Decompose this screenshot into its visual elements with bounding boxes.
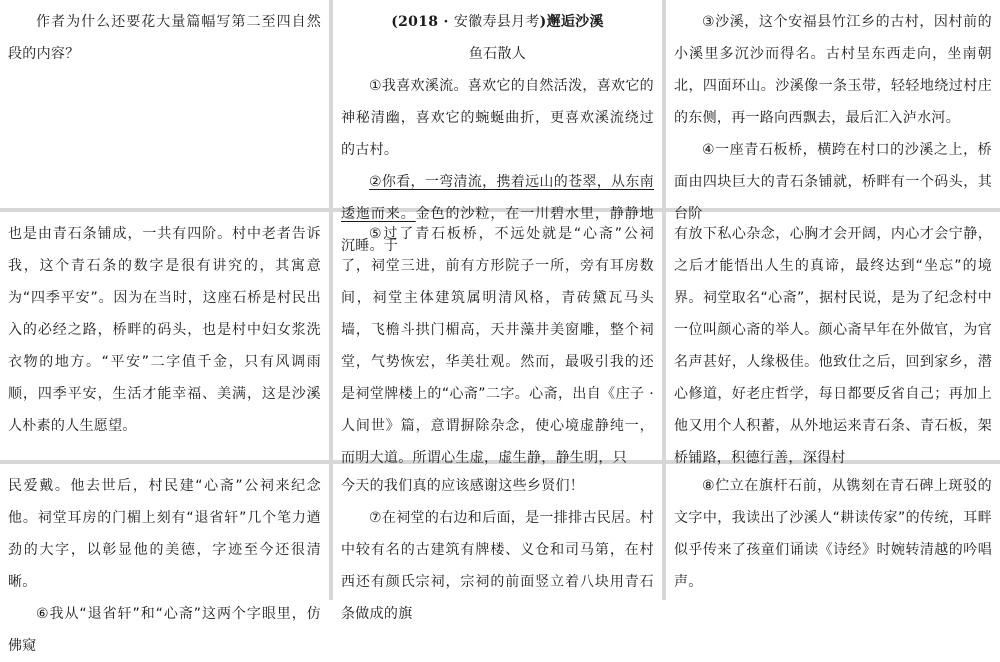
paragraph-8: ⑧伫立在旗杆石前，从镌刻在青石碑上斑驳的文字中，我读出了沙溪人“耕读传家”的传统，耳畔似乎传来了孩童们诵读《诗经》时婉转清越的吟唱声。: [674, 478, 992, 590]
question-text: 作者为什么还要花大量篇幅写第二至四自然段的内容？: [8, 14, 321, 62]
paragraph-4-cont: 也是由青石条铺成，一共有四阶。村中老者告诉我，这个青石条的数字是很有讲究的，其寓意为“四季平安”。因为在当时，这座石桥是村民出入的必经之路，桥畔的码头，也是村中妇女浆洗衣物的地方。“平安”二字值千金，只有风调雨顺，四季平安，生活才能幸福、美满，这是沙溪人朴素的人生愿望。: [8, 226, 321, 434]
slide-r2c2: [333, 212, 666, 464]
paragraph-5: ⑤过了青石板桥，不远处就是“心斋”公祠了，祠堂三进，前有方形院子一所，旁有耳房数间，祠堂主体建筑属明清风格，青砖黛瓦马头墙，飞檐斗拱门楣高，天井藻井美窗雕，整个祠堂，气势恢宏，华美壮观。然而，最吸引我的还是祠堂牌楼上的“心斋”二字。心斋，出自《庄子 · 人间世》篇，意谓摒除杂念，使心境虚静纯一，而明大道。所谓心生虚，虚生静，静生明，只: [341, 226, 654, 466]
paragraph-5-cont: 有放下私心杂念，心胸才会开阔，内心才会宁静，之后才能悟出人生的真谛，最终达到“坐忘”的境界。祠堂取名“心斋”，据村民说，是为了纪念村中一位叫颜心斋的举人。颜心斋早年在外做官，为官名声甚好，人缘极佳。他致仕之后，回到家乡，潜心修道，好老庄哲学，每日都要反省自己；再加上他又用个人积蓄，从外地运来青石条、青石板，架桥铺路，积德行善，深得村: [674, 226, 992, 466]
paragraph-3: ③沙溪，这个安福县竹江乡的古村，因村前的小溪里多沉沙而得名。古村呈东西走向，坐南朝北，四面环山。沙溪像一条玉带，轻轻地绕过村庄的东侧，再一路向西飘去，最后汇入泸水河。: [674, 14, 992, 126]
slide-r2c3: [666, 212, 1000, 464]
paragraph-4: ④一座青石板桥，横跨在村口的沙溪之上，桥面由四块巨大的青石条铺就，桥畔有一个码头，其台阶: [674, 142, 992, 222]
paragraph-7: ⑦在祠堂的右边和后面，是一排排古民居。村中较有名的古建筑有牌楼、义仓和司马第，在村西还有颜氏宗祠，宗祠的前面竖立着八块用青石条做成的旗: [341, 510, 654, 622]
source-prefix: (2018 ·: [391, 14, 454, 30]
slide-r3c2: [333, 464, 666, 622]
slide-r2c1: [0, 212, 333, 464]
slide-r1c3: [666, 0, 1000, 222]
slide-r1c1: [0, 0, 333, 212]
paragraph-2-rest: 金色的沙粒，在一川碧水里，静静地沉睡。于: [341, 206, 654, 254]
paragraph-6: ⑥我从“退省轩”和“心斋”这两个字眼里，仿佛窥: [8, 606, 321, 654]
paragraph-6-end: 今天的我们真的应该感谢这些乡贤们！: [341, 478, 585, 494]
slide-r3c3: [666, 464, 1000, 600]
passage-source: [341, 6, 654, 38]
slide-r3c1: [0, 464, 333, 654]
slide-r1c2: [333, 0, 666, 254]
paragraph-1: ①我喜欢溪流。喜欢它的自然活泼，喜欢它的神秘清幽，喜欢它的蜿蜒曲折，更喜欢溪流绕过的古村。: [341, 78, 654, 158]
underlined-sentence: ②你看，一弯清流，携着远山的苍翠，从东南逶迤而来。: [341, 174, 654, 222]
paragraph-5-end: 民爱戴。他去世后，村民建“心斋”公祠来纪念他。祠堂耳房的门楣上刻有“退省轩”几个笔力遒劲的大字，以彰显他的美德，字迹至今还很清晰。: [8, 478, 321, 590]
source-note: 安徽寿县月考: [453, 14, 540, 30]
passage-title: )邂逅沙溪: [539, 14, 604, 30]
passage-author: 鱼石散人: [468, 46, 527, 62]
